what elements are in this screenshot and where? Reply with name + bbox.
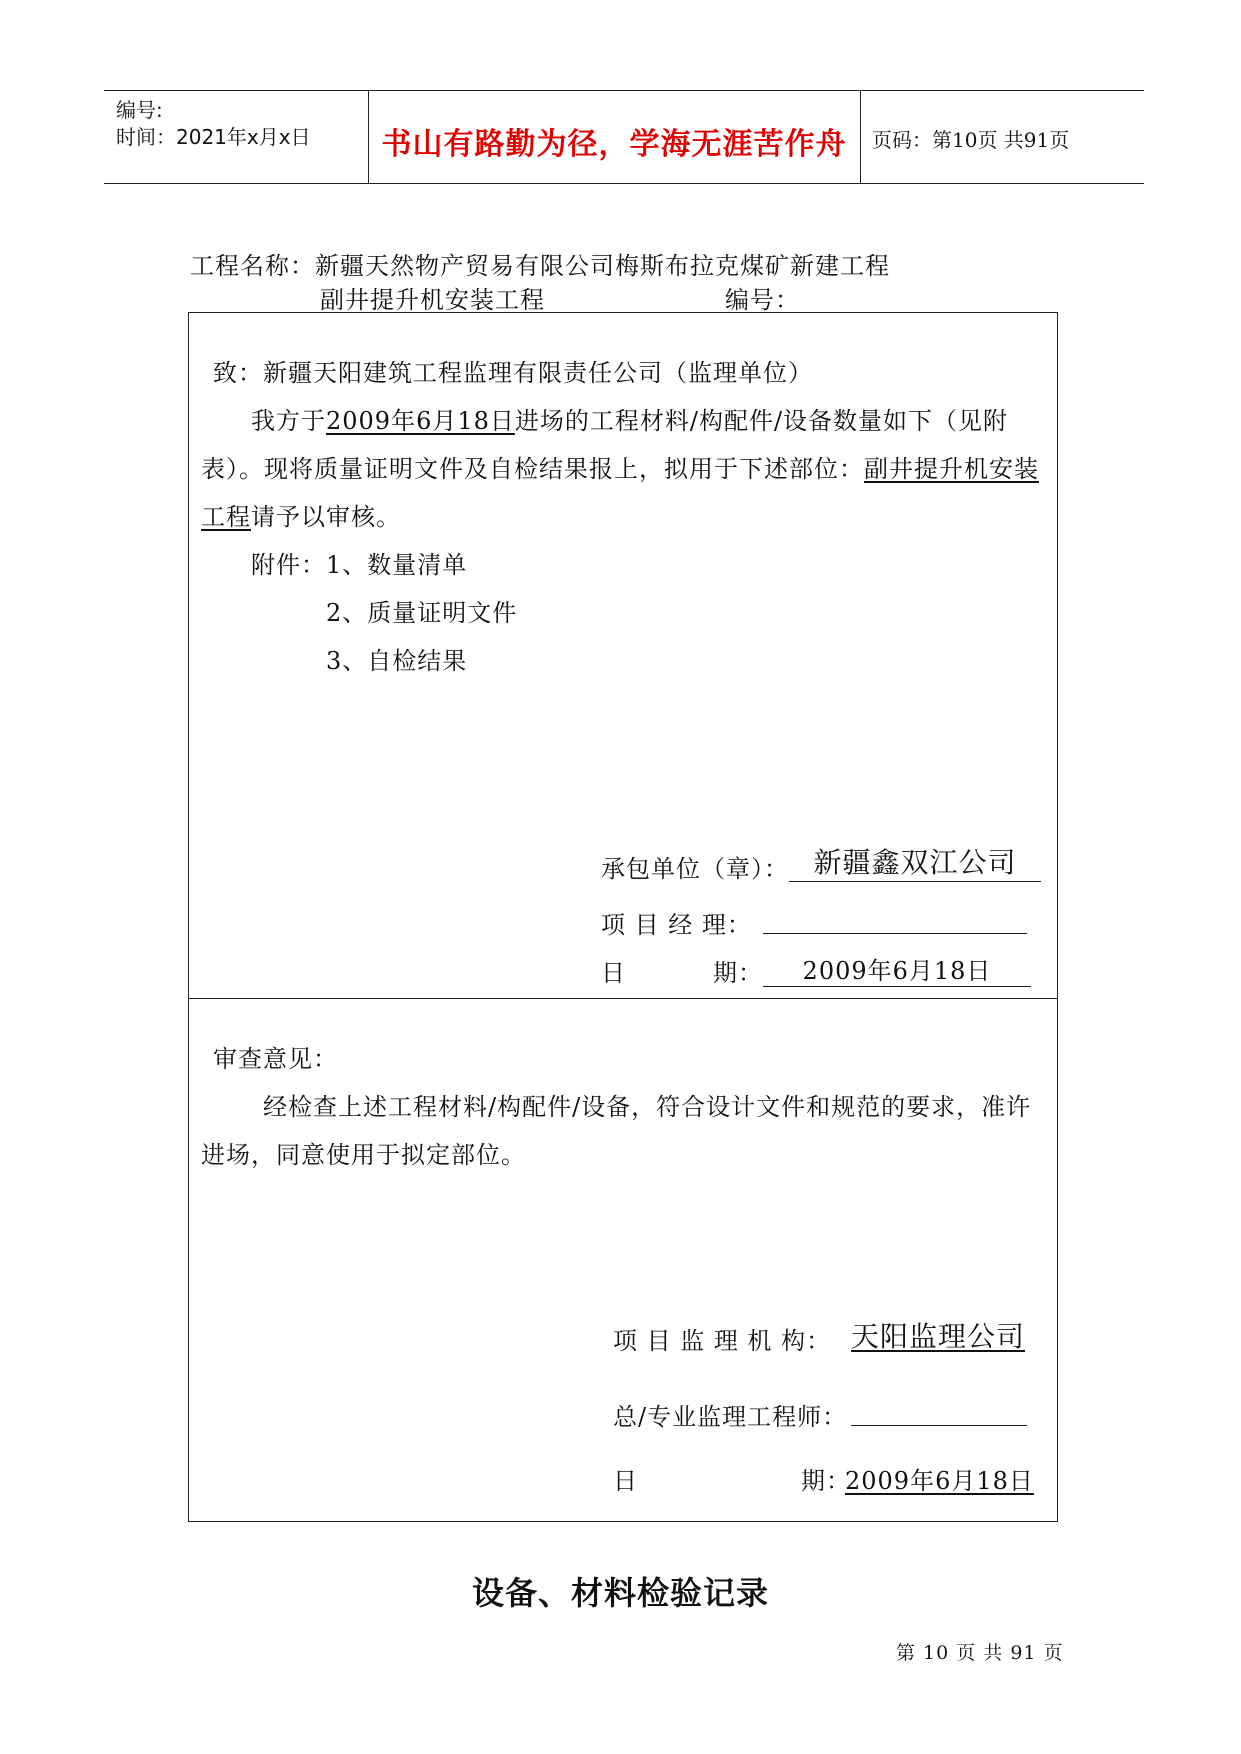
contractor-date-value: 2009年6月18日 [763, 951, 1031, 987]
page-footer: 第 10 页 共 91 页 [896, 1642, 1064, 1664]
review-line: 进场，同意使用于拟定部位。 [201, 1141, 526, 1169]
attachment-item: 3、自检结果 [326, 647, 468, 675]
letter-paragraph-line-1 [251, 401, 1008, 436]
review-line: 经检查上述工程材料/构配件/设备，符合设计文件和规范的要求，准许 [263, 1093, 1032, 1121]
contractor-date-label: 日 [601, 959, 626, 987]
section-divider [189, 998, 1057, 999]
supervision-org-value: 天阳监理公司 [851, 1320, 1026, 1353]
letter-recipient: 致：新疆天阳建筑工程监理有限责任公司（监理单位） [213, 359, 813, 387]
attachment-item: 2、质量证明文件 [326, 599, 518, 627]
install-part: 副井提升机安装 [864, 455, 1039, 483]
review-date-value: 2009年6月18日 [845, 1467, 1034, 1495]
supervision-org-label: 项 目 监 理 机 构： [613, 1327, 832, 1355]
letter-p2-text: 表）。现将质量证明文件及自检结果报上，拟用于下述部位： [201, 455, 864, 483]
letter-paragraph-line-2 [201, 449, 1039, 484]
project-manager-label: 项 目 经 理： [601, 911, 752, 939]
letter-p1-suffix: 进场的工程材料/构配件/设备数量如下（见附 [514, 407, 1009, 435]
attachment-item: 1、数量清单 [326, 551, 468, 579]
header-divider [860, 91, 861, 183]
review-date-label: 日 [613, 1467, 638, 1495]
letter-p3-suffix: 请予以审核。 [251, 503, 401, 531]
attachments-label: 附件： [251, 551, 326, 579]
header-page-code: 页码：第10页 共91页 [872, 128, 1070, 152]
contractor-date-label-2: 期： [713, 959, 763, 987]
review-date-label-2: 期： [801, 1467, 851, 1495]
letter-p1-prefix: 我方于 [251, 407, 326, 435]
page-header [104, 90, 1144, 184]
entry-date: 2009年6月18日 [326, 407, 515, 435]
project-sub-name: 副井提升机安装工程 [320, 286, 545, 314]
project-name: 工程名称：新疆天然物产贸易有限公司梅斯布拉克煤矿新建工程 [190, 252, 890, 280]
review-heading: 审查意见： [213, 1045, 338, 1073]
project-number-label: 编号： [725, 286, 800, 314]
project-manager-field [763, 903, 1027, 934]
contractor-unit-label: 承包单位（章）： [601, 855, 789, 883]
contractor-unit-value: 新疆鑫双江公司 [789, 841, 1041, 882]
report-form [188, 312, 1058, 1522]
header-time: 时间：2021年x月x日 [116, 125, 311, 149]
header-code-label: 编号: [116, 98, 163, 122]
letter-paragraph-line-3 [201, 497, 401, 532]
supervising-engineer-label: 总/专业监理工程师： [613, 1403, 848, 1431]
header-motto: 书山有路勤为径，学海无涯苦作舟 [381, 127, 847, 162]
section-title: 设备、材料检验记录 [471, 1574, 769, 1612]
install-part-cont: 工程 [201, 503, 251, 531]
supervising-engineer-field [851, 1395, 1027, 1426]
